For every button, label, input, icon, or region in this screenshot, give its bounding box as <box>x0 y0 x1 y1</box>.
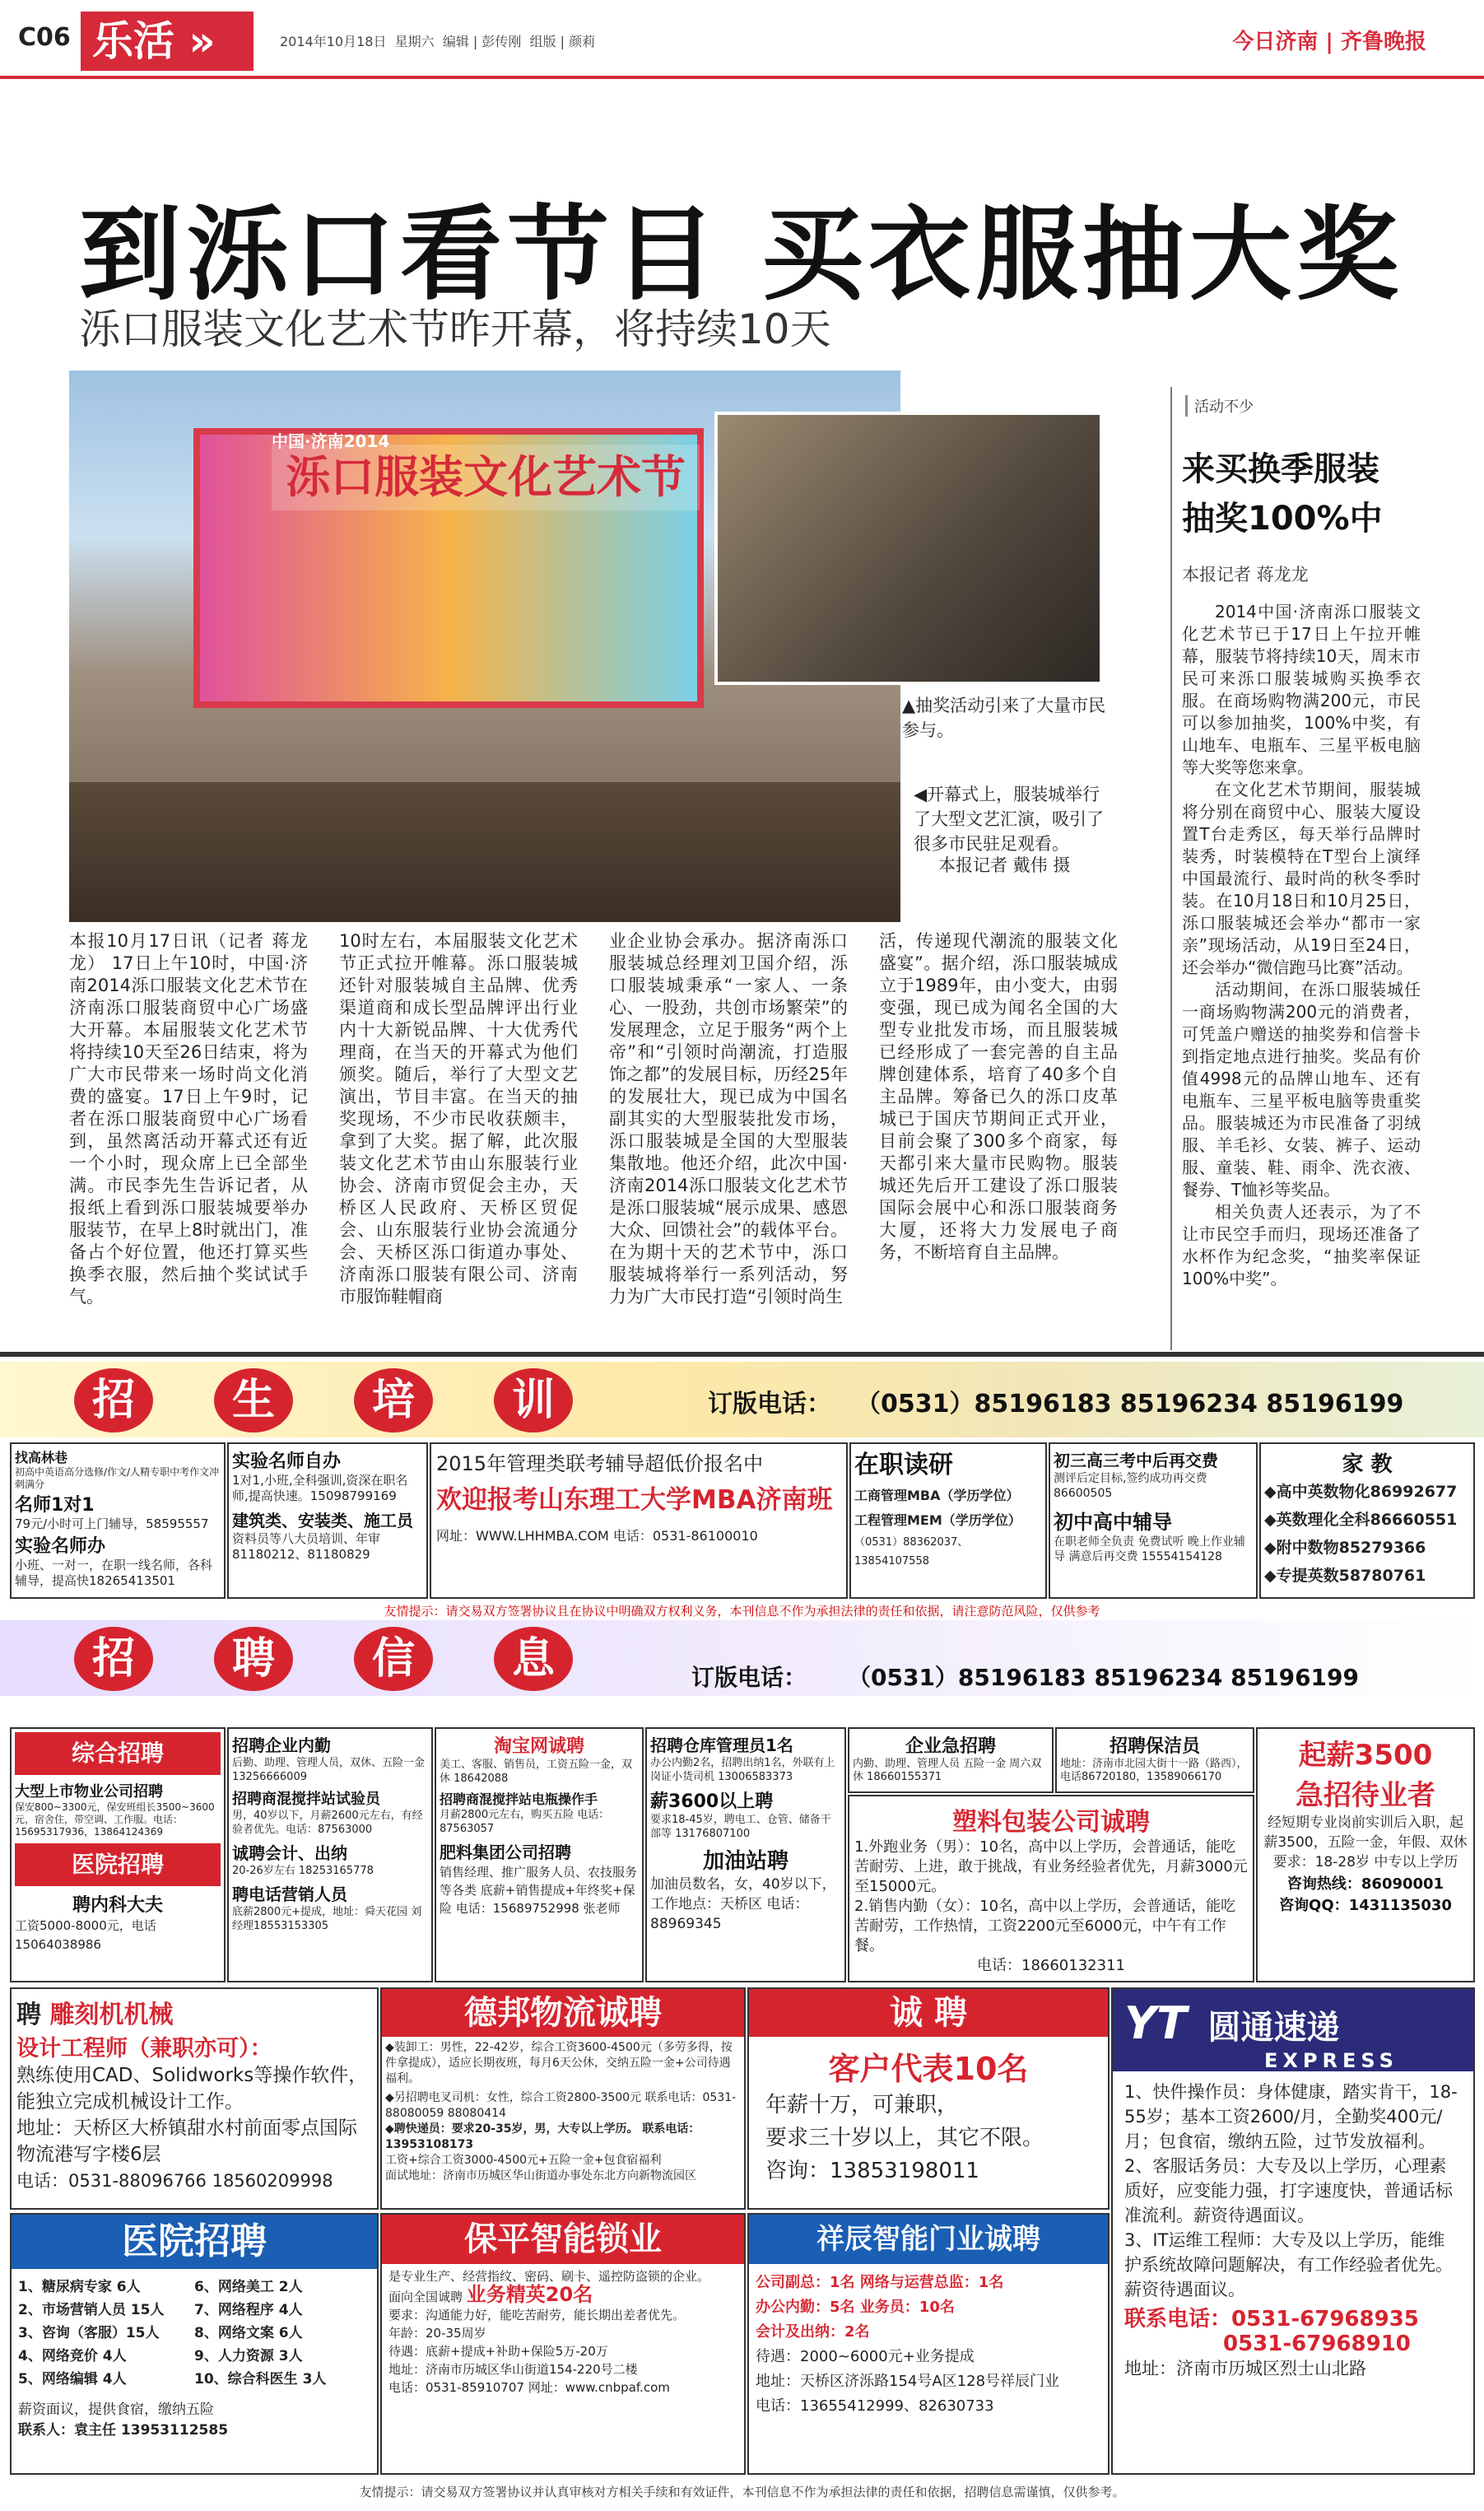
ad-hospital: 医院招聘 1、糖尿病专家 6人 2、市场营销人员 15人 3、咨询（客服）15人 4、网络竞价 4人 5、网络编辑 4人 6、网络美工 2人 7、网络程序 4人 8、网络文案 6人 9、人力资源 3人 10、综合科医生 3人 薪资面议，提供食宿，缴纳五险 联系人：袁主任 13953112585 <box>10 2213 379 2475</box>
ad-mba: 2015年管理类联考辅导超低价报名中 欢迎报考山东理工大学MBA济南班 网址：WWW.LHHMBA.COM 电话：0531-86100010 <box>430 1442 848 1599</box>
ad-jobs-warehouse: 招聘仓库管理员1名 办公内勤2名，招聘出纳1名，外联有上岗证小货司机 13006583373 薪3600以上聘 要求18-45岁，聘电工、仓管、储备干部等 13176807100 加油站聘 加油员数名，女，40岁以下，工作地点：天桥区 电话：88969345 <box>645 1727 846 1982</box>
title-char: 招 <box>74 1368 153 1433</box>
ad-tel: （0531）85196183 85196234 85196199 <box>856 1390 1404 1419</box>
ad-home-tutor: 家 教 ◆高中英数物化86992677 ◆英数理化全科86660551 ◆附中数物85279366 ◆专提英数58780761 <box>1259 1442 1475 1599</box>
ad-reminder-2: 友情提示：请交易双方签署协议并认真审核对方相关手续和有效证件，本刊信息不作为承担法律的责任和依据，招聘信息需谨慎，仅供参考。 <box>359 2485 1125 2499</box>
ad-tel: （0531）85196183 85196234 85196199 <box>848 1664 1360 1691</box>
title-char: 信 <box>354 1627 433 1691</box>
ad-band-education <box>0 1362 1484 1437</box>
ad-jobs-taobao: 淘宝网诚聘 美工、客服、销售员，工资五险一金，双休 18642088 招聘商混搅拌站电瓶操作手 月薪2800元左右，购买五险 电话：87563057 肥料集团公司招聘 销售经理、推广服务人员、农技服务等各类 底薪+销售提成+年终奖+保险 电话：15689752998 张老师 <box>435 1727 644 1982</box>
ad-jobs-general: 综合招聘 大型上市物业公司招聘 保安800~3300元，保安班组长3500~3600元，宿舍住，带空调、工作服。电话：15695317936，13864124369 医院招聘 聘内科大夫 工资5000-8000元，电话15064038986 <box>10 1727 226 1982</box>
ad-tel-label: 订版电话： <box>691 1664 807 1691</box>
lottery-photo <box>714 412 1103 685</box>
ad-tutoring: 找高林巷 初高中英语高分选修/作文/人精专职中考作文冲刺满分 名师1对1 79元/小时可上门辅导，58595557 实验名师办 小班、一对一，在职一线名师，各科辅导，提高快18265413501 <box>10 1442 226 1599</box>
caption-stage: ◀开幕式上，服装城举行了大型文艺汇演，吸引了很多市民驻足观看。 <box>914 785 1104 854</box>
title-char: 息 <box>494 1627 573 1691</box>
page-header <box>0 0 1484 79</box>
header-meta: 2014年10月18日 星期六 编辑 | 彭传刚 组版 | 颜莉 <box>280 34 596 49</box>
ad-jobs-enterprise: 企业急招聘 内勤、助理、管理人员 五险一金 周六双休 18660155371 <box>848 1727 1054 1793</box>
caption-lottery: ▲抽奖活动引来了大量市民参与。 <box>902 696 1106 740</box>
ad-postgraduate: 在职读研 工商管理MBA（学历学位） 工程管理MEM（学历学位） （0531）88362037、13854107558 <box>849 1442 1047 1599</box>
ad-baoping-lock: 保平智能锁业 是专业生产、经营指纹、密码、刷卡、遥控防盗锁的企业。 面向全国诚聘 业务精英20名 要求：沟通能力好，能吃苦耐劳，能长期出差者优先。 年龄：20-35周岁 待遇：底薪+提成+补助+保险5万-20万 地址：济南市历城区华山街道154-220号二楼 电话：0531-85910707 网址：www.cnbpaf.com <box>380 2213 746 2475</box>
ad-teacher: 实验名师自办 1对1,小班,全科强训,资深在职名师,提高快速。15098799169 建筑类、安装类、施工员 资料员等八大员培训、年审 81180212、81180829 <box>227 1442 428 1599</box>
brand: 今日济南 | 齐鲁晚报 <box>1232 30 1426 54</box>
side-title: 来买换季服装 抽奖100%中 <box>1182 450 1383 538</box>
subheadline: 泺口服装文化艺术节昨开幕，将持续10天 <box>79 305 831 353</box>
side-kicker: 活动不少 <box>1185 395 1254 417</box>
caption-photographer: 本报记者 戴伟 摄 <box>938 855 1071 875</box>
title-char: 训 <box>494 1368 573 1433</box>
ad-jobs-plastic: 塑料包装公司诚聘 1.外跑业务（男）：10名，高中以上学历，会普通话，能吃苦耐劳、上进，敢于挑战，有业务经验者优先，月薪3000元至15000元。 2.销售内勤（女）：10名，高中以上学历，会普通话，能吃苦耐劳，工作热情，工资2200元至6000元，中午有工作餐。 电话：18660132311 <box>848 1795 1254 1982</box>
headline: 到泺口看节目 买衣服抽大奖 <box>79 196 1404 314</box>
ad-xiangchen-door: 祥辰智能门业诚聘 公司副总：1名 网络与运营总监：1名 办公内勤：5名 业务员：10名 会计及出纳：2名 待遇：2000~6000元+业务提成 地址：天桥区济泺路154号A区128号祥辰门业 电话：13655412999、82630733 <box>747 2213 1110 2475</box>
article-column-1: 本报10月17日讯（记者 蒋龙龙） 17日上午10时，中国·济南2014泺口服装文化艺术节在济南泺口服装商贸中心广场盛大开幕。本届服装文化艺术节将持续10天至26日结束，将为广大市民带来一场时尚文化消费的盛宴。17日上午9时，记者在泺口服装商贸中心广场看到，虽然离活动开幕式还有近一个小时，现众席上已全部坐满。市民李先生告诉记者，从报纸上看到泺口服装城要举办服装节，在早上8时就出门，准备占个好位置，他还打算买些换季衣服，然后抽个奖试试手气。 <box>69 931 308 1307</box>
article-column-3: 业企业协会承办。据济南泺口服装城总经理刘卫国介绍，泺口服装城秉承“一家人、一条心、一股劲，共创市场繁荣”的发展理念，立足于服务“两个上帝”和“引领时尚潮流，打造服饰之都”的发展目标，历经25年的发展壮大，现已成为中国名副其实的大型服装批发市场，泺口服装城是全国的大型服装集散地。他还介绍，此次中国·济南2014泺口服装文化艺术节是泺口服装城“展示成果、感恩大众、回馈社会”的载体平台。在为期十天的艺术节中，泺口服装城将举行一系列活动，努力为广大市民打造“引领时尚生 <box>609 931 848 1307</box>
ad-tel-label: 订版电话： <box>708 1390 831 1419</box>
side-byline: 本报记者 蒋龙龙 <box>1182 565 1309 585</box>
stage-top-left: 中国·济南2014 <box>272 431 390 451</box>
article-column-2: 10时左右，本届服装文化艺术节正式拉开帷幕。泺口服装城还针对服装城自主品牌、优秀渠道商和成长型品牌评出行业内十大新锐品牌、十大优秀代理商，在当天的开幕式为他们颁奖。随后，举行了大型文艺演出，节目丰富。在当天的抽奖现场，不少市民收获颇丰，拿到了大奖。据了解，此次服装文化艺术节由山东服装行业协会、济南市贸促会主办，天桥区人民政府、天桥区贸促会、山东服装行业协会流通分会、天桥区泺口街道办事处、济南泺口服装有限公司、济南市服饰鞋帽商 <box>339 931 578 1307</box>
ad-jobs-cleaner: 招聘保洁员 地址：济南市北园大街十一路（路西），电话86720180，13589066170 <box>1055 1727 1254 1793</box>
ad-yto-express: YT 圆通速递 EXPRESS 1、快件操作员：身体健康，踏实肯干，18-55岁；基本工资2600/月，全勤奖400元/月；包食宿，缴纳五险，过节发放福利。 2、客服话务员：大专及以上学历，心理素质好，应变能力强，打字速度快，普通话标准流利。薪资待遇面议。 3、IT运维工程师：大专及以上学历，能维护系统故障问题解决，有工作经验者优先。薪资待遇面议。 联系电话：0531-67968935 0531-67968910 地址：济南市历城区烈士山北路 <box>1111 1987 1475 2475</box>
ad-band-jobs <box>0 1620 1484 1696</box>
column-divider <box>1170 387 1172 1350</box>
ad-jobs-office: 招聘企业内勤 后勤、助理、管理人员，双休、五险一金 13256666009 招聘商混搅拌站试验员 男，40岁以下，月薪2600元左右，有经验者优先。电话：87563000 诚聘会计、出纳 20-26岁左右 18253165778 聘电话营销人员 底薪2800元+提成，地址：舜天花园 刘经理18553153305 <box>227 1727 433 1982</box>
title-char: 聘 <box>214 1627 293 1691</box>
section-label: 乐活 » <box>81 12 254 71</box>
article-column-4: 活，传递现代潮流的服装文化盛宴”。据介绍，泺口服装城成立于1989年，由小变大，由弱变强，现已成为闻名全国的大型专业批发市场，而且服装城已经形成了一套完善的自主品牌创建体系，培育了40多个自主品牌。筹备已久的泺口皮革城已于国庆节期间正式开业，目前会聚了300多个商家，每天都引来大量市民购物。服装城还先后开工建设了泺口服装国际会展中心和泺口服装商务大厦，还将大力发展电子商务，不断培育自主品牌。 <box>879 931 1118 1262</box>
ad-engraving-machinery: 聘 雕刻机机械 设计工程师（兼职亦可）： 熟练使用CAD、Solidworks等操作软件，能独立完成机械设计工作。 地址：天桥区大桥镇甜水村前面零点国际物流港写字楼6层 电话：0531-88096766 18560209998 <box>10 1987 379 2210</box>
title-char: 生 <box>214 1368 293 1433</box>
ad-customer-rep: 诚 聘 客户代表10名 年薪十万，可兼职， 要求三十岁以上，其它不限。 咨询：13853198011 <box>747 1987 1110 2210</box>
title-char: 招 <box>74 1627 153 1691</box>
stage-banner: 泺口服装文化艺术节 <box>272 445 700 510</box>
page-number: C06 <box>18 23 71 52</box>
ad-exam-prep: 初三高三考中后再交费 测评后定目标,签约成功再交费 86600505 初中高中辅导 在职老师全负责 免费试听 晚上作业辅导 满意后再交费 15554154128 <box>1049 1442 1258 1599</box>
ad-deppon: 德邦物流诚聘 ◆装卸工：男性，22-42岁，综合工资3600-4500元（多劳多得，按件拿提成），适应长期夜班，每月6天公休，交纳五险一金+公司待遇福利。 ◆另招聘电叉司机：女性，综合工资2800-3500元 联系电话：0531-88080059 88080414 ◆聘快递员：要求20-35岁，男，大专以上学历。 联系电话：13953108173 工资+综合工资3000-4500元+五险一金+包食宿福利 面试地址：济南市历城区华山街道办事处东北方向新物流园区 <box>380 1987 746 2210</box>
title-char: 培 <box>354 1368 433 1433</box>
side-body: 2014中国·济南泺口服装文化艺术节已于17日上午拉开帷幕，服装节将持续10天，周末市民可来泺口服装城购买换季衣服。在商场购物满200元，市民可以参加抽奖，100%中奖，有山地车、电瓶车、三星平板电脑等大奖等您来拿。 在文化艺术节期间，服装城将分别在商贸中心、服装大厦设置T台走秀区，每天举行品牌时装秀，时装模特在T型台上演绎中国最流行、最时尚的秋冬季时装。在10月18日和10月25日，泺口服装城还会举办“都市一家亲”现场活动，从19日至24日，还会举办“微信跑马比赛”活动。 活动期间，在泺口服装城任一商场购物满200元的消费者，可凭盖户赠送的抽奖券和信誉卡到指定地点进行抽奖。奖品有价值4998元的品牌山地车、还有电瓶车、三星平板电脑等贵重奖品。服装城还为市民准备了羽绒服、羊毛衫、女装、裤子、运动服、童装、鞋、雨伞、洗衣液、餐券、T恤衫等奖品。 相关负责人还表示，为了不让市民空手而归，现场还准备了水杯作为纪念奖，“抽奖率保证100%中奖”。 <box>1182 602 1421 1288</box>
separator-rule <box>0 1352 1484 1357</box>
ad-jobs-training: 起薪3500 急招待业者 经短期专业岗前实训后入职，起薪3500，五险一金，年假、双休 要求：18-28岁 中专以上学历 咨询热线：86090001 咨询QQ：1431135030 <box>1256 1727 1475 1982</box>
ad-reminder-1: 友情提示：请交易双方签署协议且在协议中明确双方权利义务，本刊信息不作为承担法律的责任和依据，请注意防范风险，仅供参考 <box>384 1604 1100 1619</box>
crowd-photo <box>69 782 900 922</box>
